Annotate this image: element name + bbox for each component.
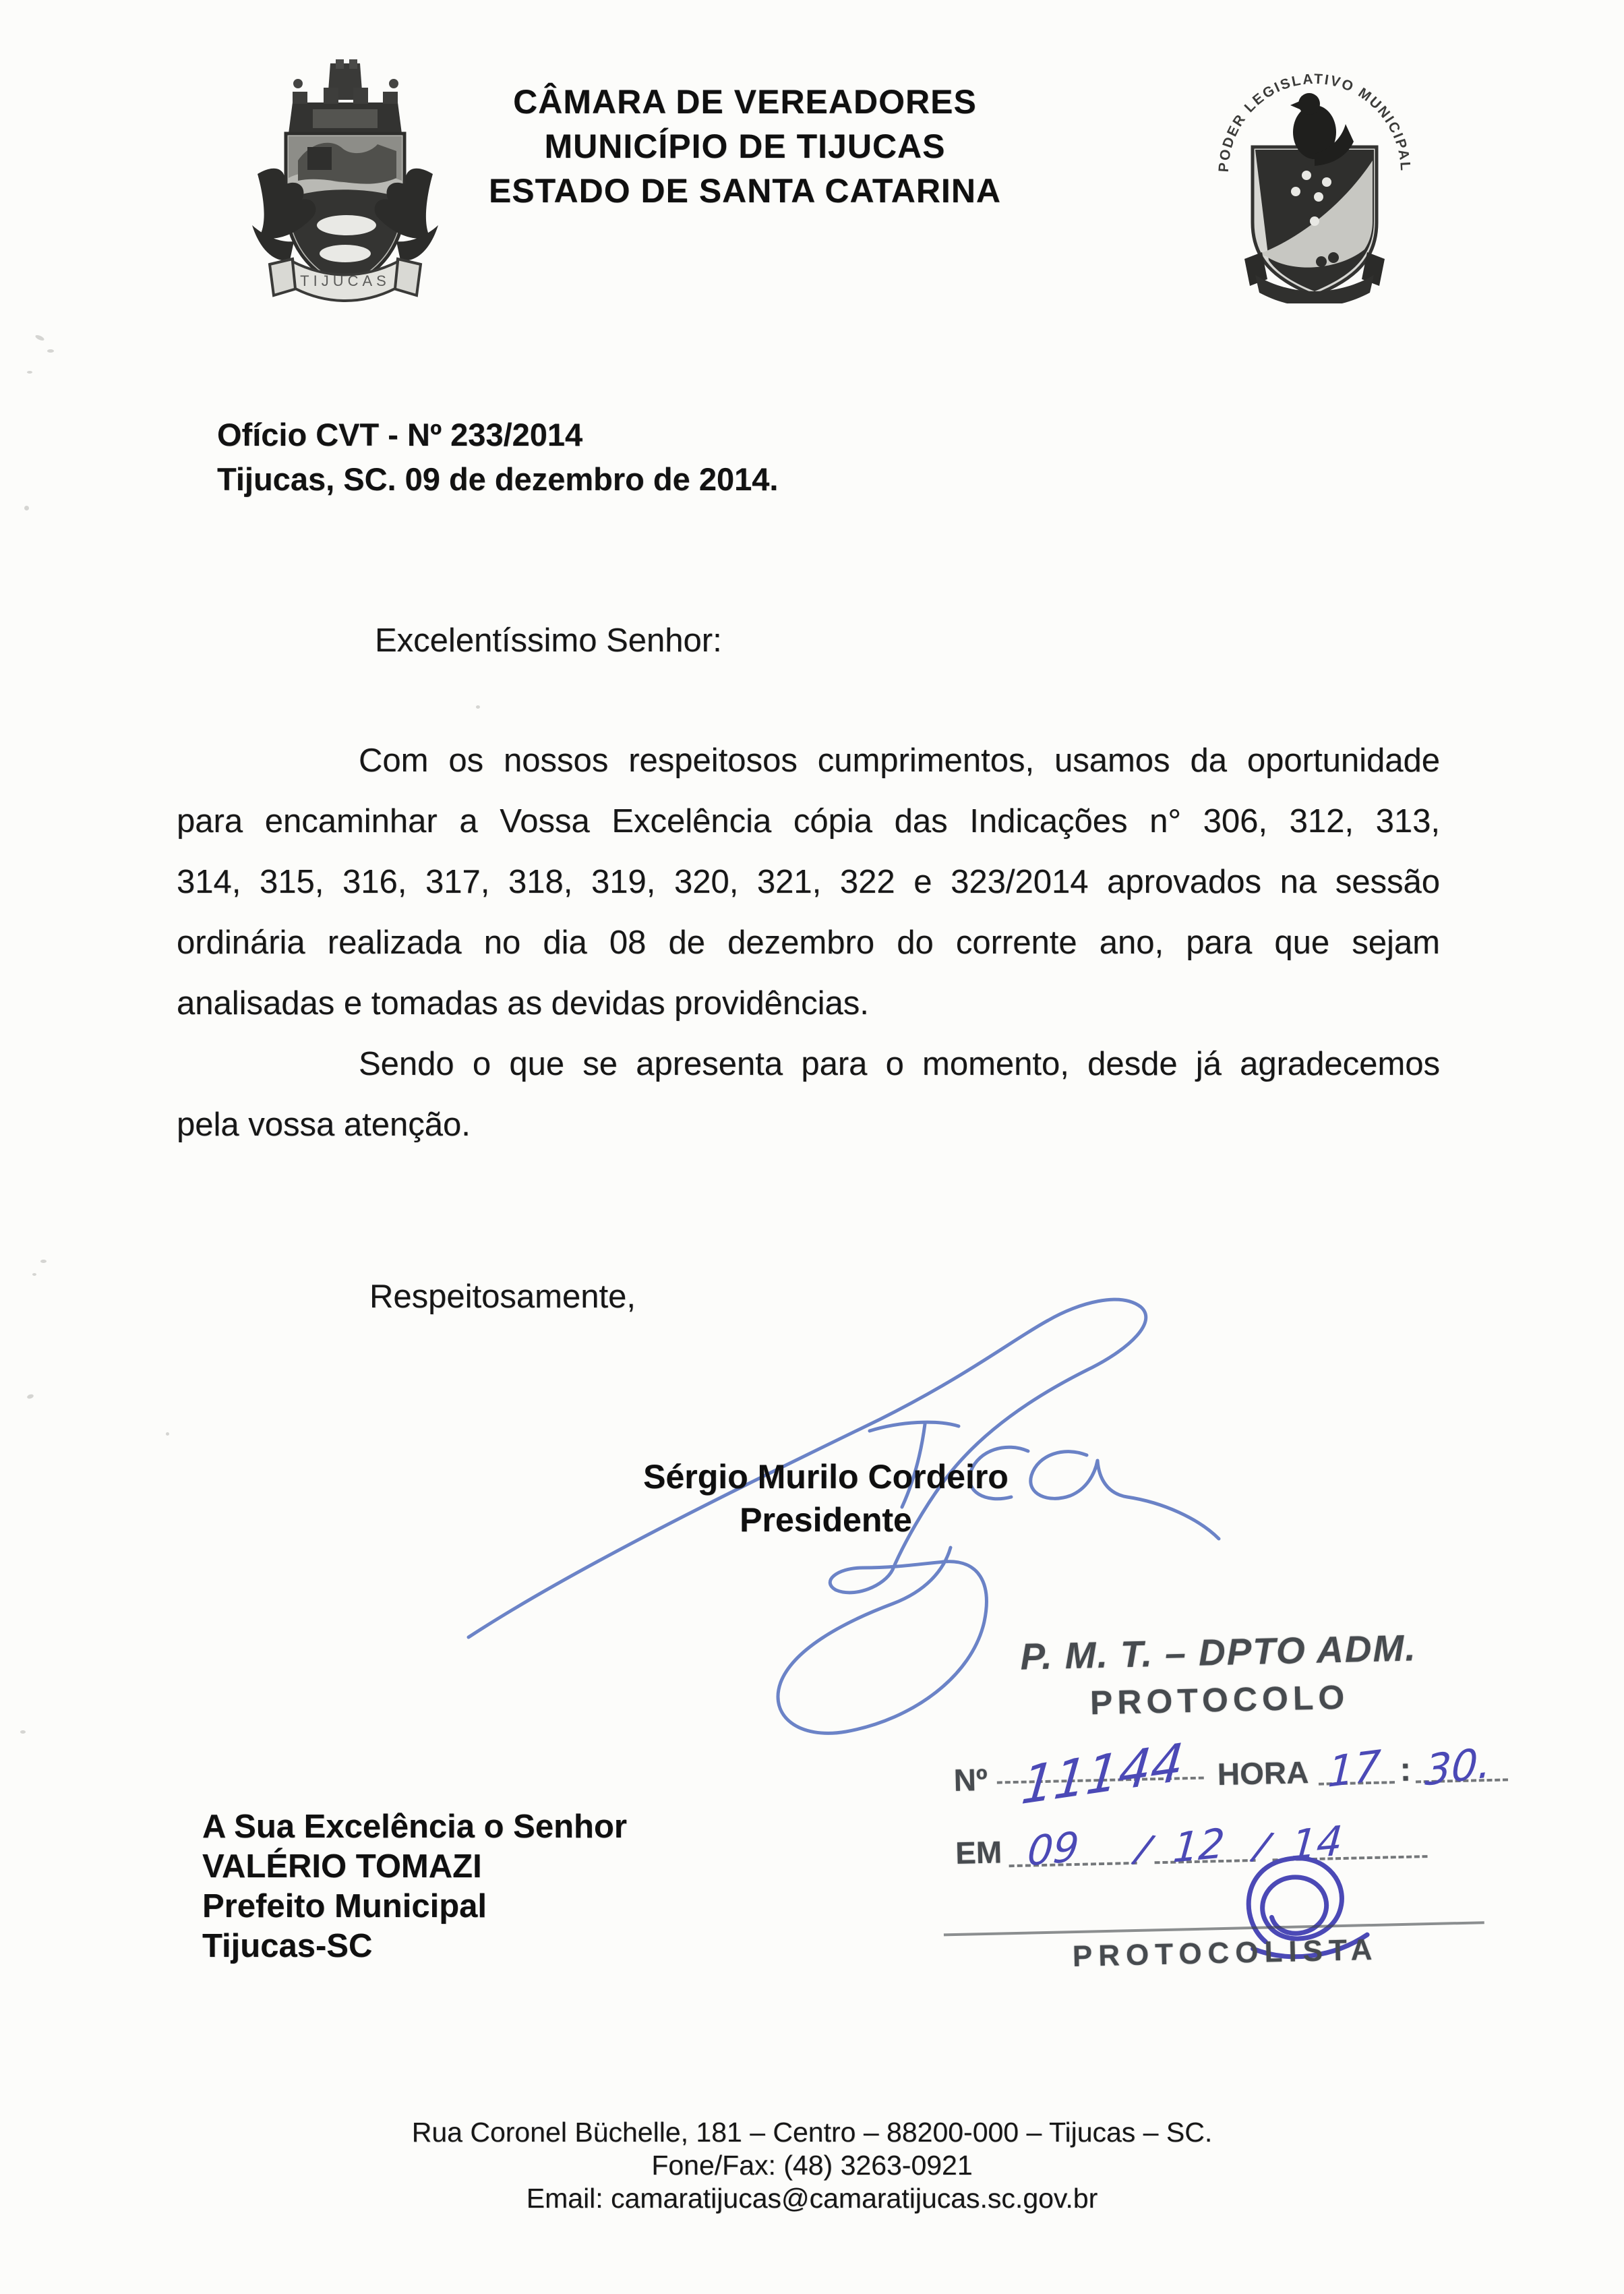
stamp-hora-field: [1317, 1740, 1395, 1798]
org-title-line-2: MUNICÍPIO DE TIJUCAS: [544, 127, 946, 165]
scan-speckle: [26, 1394, 34, 1400]
scan-speckle: [20, 1730, 26, 1734]
body-line: 314, 315, 316, 317, 318, 319, 320, 321, 322 e 323/2014 aprovados na sessão: [177, 864, 1440, 900]
scan-speckle: [27, 371, 32, 374]
stamp-subtitle: PROTOCOLO: [1089, 1678, 1350, 1722]
reference-number: Ofício CVT - Nº 233/2014: [217, 417, 583, 452]
scan-speckle: [40, 1260, 47, 1263]
handwritten-month: 12: [1170, 1819, 1226, 1873]
valediction: Respeitosamente,: [369, 1278, 636, 1315]
stamp-role-label: PROTOCOLISTA: [1072, 1933, 1379, 1974]
stamp-title: P. M. T. – DPTO ADM.: [1019, 1626, 1418, 1678]
reference-date: Tijucas, SC. 09 de dezembro de 2014.: [217, 461, 779, 497]
signer-block: [489, 1455, 1163, 1541]
recipient-block: [202, 1807, 627, 1966]
scan-speckle: [32, 1273, 36, 1276]
stamp-day-field: [1008, 1823, 1137, 1876]
body-line: analisadas e tomadas as devidas providências.: [177, 985, 869, 1022]
letterhead-org-title: [388, 80, 1102, 213]
stamp-minutes-field: [1414, 1737, 1508, 1796]
recipient-line: A Sua Excelência o Senhor: [202, 1808, 627, 1845]
scan-speckle: [47, 349, 54, 353]
recipient-line: Tijucas-SC: [202, 1928, 373, 1964]
salutation: Excelentíssimo Senhor:: [375, 622, 722, 659]
stamp-hora-label: HORA: [1217, 1755, 1309, 1792]
footer-phone: Fone/Fax: (48) 3263-0921: [651, 2150, 973, 2181]
reference-block: [217, 413, 778, 502]
ribbon-text: TIJUCAS: [300, 272, 390, 289]
body-line: ordinária realizada no dia 08 de dezembro do corrente ano, para que sejam: [177, 924, 1440, 961]
body-line: Com os nossos respeitosos cumprimentos, usamos da oportunidade: [359, 742, 1440, 779]
letter-body: [177, 730, 1440, 1155]
stamp-hora-colon: :: [1399, 1750, 1412, 1788]
emblem-arc-text: PODER LEGISLATIVO MUNICIPAL: [1215, 71, 1414, 173]
stamp-em-label: EM: [955, 1834, 1002, 1871]
handwritten-minutes: 30.: [1423, 1737, 1492, 1796]
signer-name: Sérgio Murilo Cordeiro: [643, 1458, 1009, 1496]
stamp-number-label: Nº: [953, 1761, 988, 1798]
handwritten-year: 14: [1289, 1817, 1345, 1870]
letter-footer: [0, 2116, 1624, 2215]
org-title-line-3: ESTADO DE SANTA CATARINA: [488, 172, 1002, 210]
handwritten-day: 09: [1025, 1823, 1081, 1876]
recipient-line: VALÉRIO TOMAZI: [202, 1848, 482, 1885]
scan-speckle: [166, 1432, 169, 1436]
body-line: para encaminhar a Vossa Excelência cópia das Indicações n° 306, 312, 313,: [177, 803, 1440, 840]
mural-crown: [289, 59, 402, 134]
scan-speckle: [476, 705, 480, 709]
handwritten-hour: 17: [1326, 1740, 1382, 1798]
org-title-line-1: CÂMARA DE VEREADORES: [513, 83, 977, 121]
body-line: pela vossa atenção.: [177, 1107, 471, 1143]
footer-address: Rua Coronel Büchelle, 181 – Centro – 88200-000 – Tijucas – SC.: [411, 2117, 1213, 2148]
scan-speckle: [24, 506, 29, 510]
footer-email: Email: camaratijucas@camaratijucas.sc.gov.br: [526, 2183, 1098, 2214]
poder-legislativo-emblem-icon: [1213, 53, 1416, 303]
handwritten-protocol-number: 11144: [1019, 1731, 1186, 1817]
emblem-shield: [1253, 147, 1377, 295]
stamp-number-row: [953, 1730, 1509, 1817]
protocol-stamp: [932, 1624, 1513, 2004]
body-line: Sendo o que se apresenta para o momento, desde já agradecemos: [359, 1046, 1440, 1082]
recipient-line: Prefeito Municipal: [202, 1888, 487, 1924]
stamp-number-field: [996, 1731, 1205, 1817]
handwritten-slash: /: [1132, 1825, 1154, 1873]
handwritten-slash: /: [1251, 1822, 1273, 1870]
scan-speckle: [34, 334, 44, 341]
signer-title: Presidente: [740, 1501, 912, 1539]
